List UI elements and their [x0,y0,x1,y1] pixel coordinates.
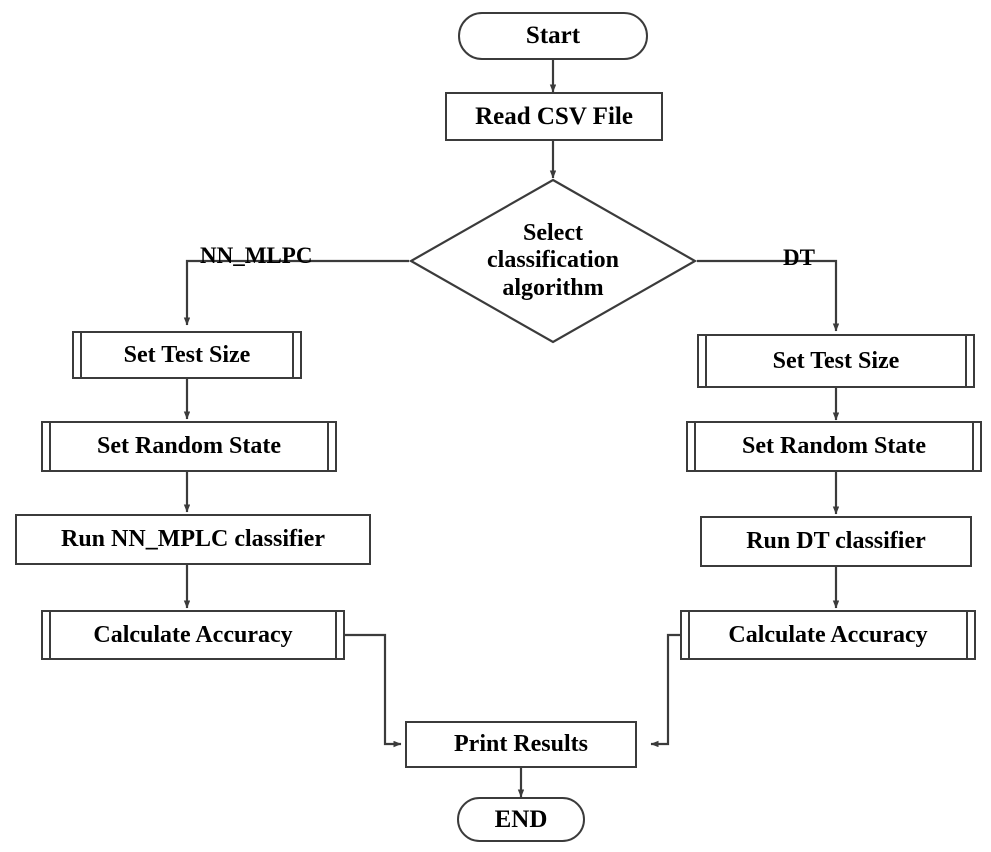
node-end[interactable] [457,797,585,842]
node-left-run-classifier[interactable] [15,514,371,565]
node-right-calculate-accuracy[interactable] [680,610,976,660]
node-start-label: Start [525,22,581,50]
node-end-label: END [494,805,548,833]
node-right-run-classifier-label: Run DT classifier [746,528,926,555]
node-right-set-test-size-label: Set Test Size [772,347,900,374]
node-print-results[interactable] [405,721,637,768]
node-print-results-label: Print Results [454,731,588,758]
node-right-set-random-state-label: Set Random State [742,433,926,460]
node-read-csv[interactable] [445,92,663,141]
node-right-calculate-accuracy-label: Calculate Accuracy [728,621,928,648]
node-right-set-random-state[interactable] [686,421,982,472]
node-read-csv-label: Read CSV File [475,102,633,130]
node-left-calculate-accuracy-label: Calculate Accuracy [93,621,293,648]
node-select-algorithm-line2: classification [487,247,619,274]
node-start[interactable] [458,12,648,60]
node-select-algorithm-line3: algorithm [502,274,604,301]
node-left-set-test-size[interactable] [72,331,302,379]
node-select-algorithm[interactable] [409,178,697,344]
node-left-set-random-state[interactable] [41,421,337,472]
node-left-set-random-state-label: Set Random State [97,433,281,460]
edge-label-left-branch: NN_MLPC [200,243,313,268]
node-select-algorithm-line1: Select [523,219,583,246]
node-right-run-classifier[interactable] [700,516,972,567]
node-left-set-test-size-label: Set Test Size [123,341,251,368]
node-right-set-test-size[interactable] [697,334,975,388]
edge-label-right-branch: DT [783,245,815,270]
node-left-calculate-accuracy[interactable] [41,610,345,660]
node-left-run-classifier-label: Run NN_MPLC classifier [61,526,325,553]
